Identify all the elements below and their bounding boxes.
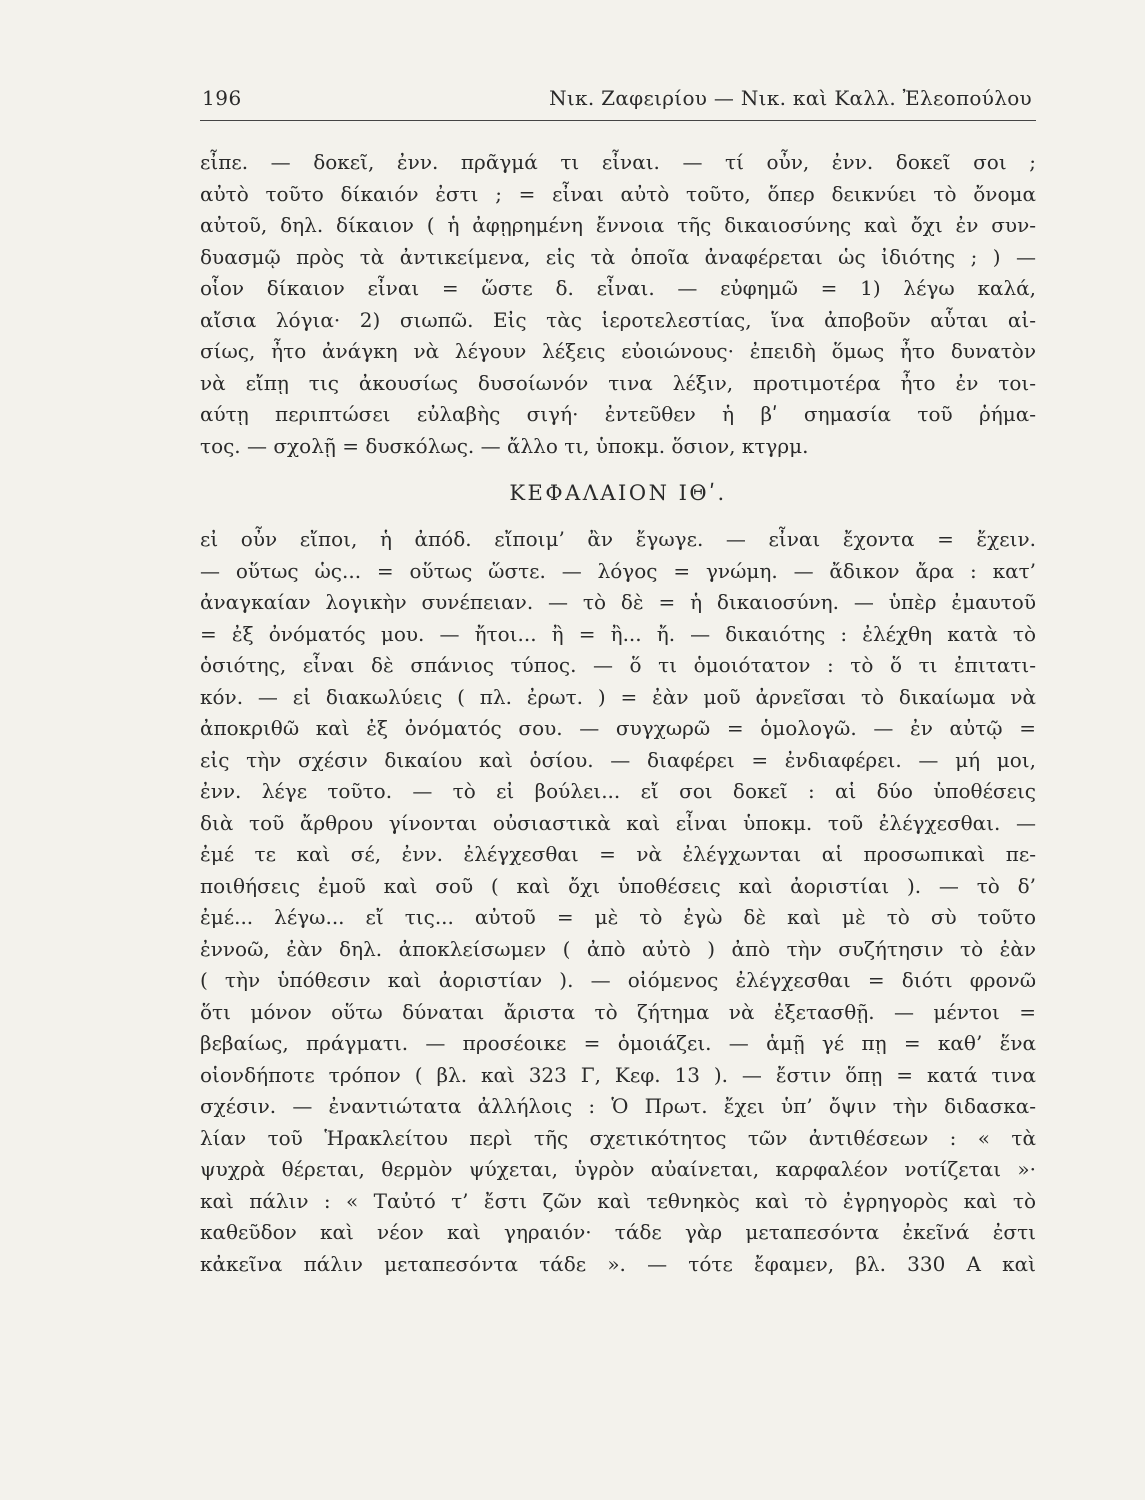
section-heading: ΚΕΦΑΛΑΙΟΝ ΙΘʹ.: [509, 481, 727, 505]
text-line: σίως, ἦτο ἀνάγκη νὰ λέγουν λέξεις εὐοιώνους· ἐπειδὴ ὅμως ἦτο δυνατὸν: [200, 339, 1036, 363]
commentary-paragraph-2: [200, 524, 1036, 1280]
text-line: ( τὴν ὑπόθεσιν καὶ ἀοριστίαν ). — οἰόμενος ἐλέγχεσθαι = διότι φρονῶ: [200, 968, 1036, 992]
text-line: ὅτι μόνον οὕτω δύναται ἄριστα τὸ ζήτημα νὰ ἐξετασθῇ. — μέντοι =: [200, 999, 1036, 1024]
text-line: εἰς τὴν σχέσιν δικαίου καὶ ὁσίου. — διαφέρει = ἐνδιαφέρει. — μή μοι,: [200, 747, 1036, 772]
page-body: [200, 147, 1036, 1280]
text-line: λίαν τοῦ Ἡρακλείτου περὶ τῆς σχετικότητος τῶν ἀντιθέσεων : « τὰ: [200, 1125, 1036, 1150]
text-line: καθεῦδον καὶ νέον καὶ γηραιόν· τάδε γὰρ μεταπεσόντα ἐκεῖνά ἐστι: [200, 1220, 1036, 1244]
commentary-paragraph-1: [200, 147, 1036, 462]
text-line: αύτῃ περιπτώσει εὐλαβὴς σιγή· ἐντεῦθεν ἡ βʹ σημασία τοῦ ῥήμα-: [200, 402, 1036, 426]
text-line: ἀποκριθῶ καὶ ἐξ ὀνόματός σου. — συγχωρῶ = ὁμολογῶ. — ἐν αὐτῷ =: [200, 716, 1036, 740]
header-rule: [200, 120, 1036, 121]
text-line: αὐτὸ τοῦτο δίκαιόν ἐστι ; = εἶναι αὐτὸ τοῦτο, ὅπερ δεικνύει τὸ ὄνομα: [200, 181, 1036, 206]
text-line: ἐμέ τε καὶ σέ, ἐνν. ἐλέγχεσθαι = νὰ ἐλέγχωνται αἱ προσωπικαὶ πε-: [200, 842, 1036, 866]
text-line: τος. — σχολῇ = δυσκόλως. — ἄλλο τι, ὑποκμ. ὅσιον, κτγρμ.: [200, 433, 809, 458]
text-line: ἐνν. λέγε τοῦτο. — τὸ εἰ βούλει... εἴ σοι δοκεῖ : αἱ δύο ὑποθέσεις: [200, 779, 1036, 803]
text-line: δυασμῷ πρὸς τὰ ἀντικείμενα, εἰς τὰ ὁποῖα ἀναφέρεται ὡς ἰδιότης ; ) —: [200, 244, 1036, 269]
page-number: 196: [202, 86, 242, 110]
text-line: εἰ οὖν εἴποι, ἡ ἀπόδ. εἴποιμ’ ἂν ἔγωγε. — εἶναι ἔχοντα = ἔχειν.: [200, 527, 1036, 551]
text-line: = ἐξ ὀνόματός μου. — ἤτοι... ἢ = ἢ... ἤ. — δικαιότης : ἐλέχθη κατὰ τὸ: [200, 621, 1036, 646]
text-line: ἐννοῶ, ἐὰν δηλ. ἀποκλείσωμεν ( ἀπὸ αὐτὸ ) ἀπὸ τὴν συζήτησιν τὸ ἐὰν: [200, 936, 1036, 961]
page-header: [200, 84, 1036, 114]
text-line: ἐμέ... λέγω... εἴ τις... αὐτοῦ = μὲ τὸ ἐγὼ δὲ καὶ μὲ τὸ σὺ τοῦτο: [200, 905, 1036, 929]
text-line: βεβαίως, πράγματι. — προσέοικε = ὁμοιάζει. — ἁμῇ γέ πῃ = καθ’ ἕνα: [200, 1031, 1036, 1055]
text-line: καὶ πάλιν : « Ταὐτό τ’ ἔστι ζῶν καὶ τεθνηκὸς καὶ τὸ ἐγρηγορὸς καὶ τὸ: [200, 1188, 1036, 1213]
text-line: σχέσιν. — ἐναντιώτατα ἀλλήλοις : Ὁ Πρωτ. ἔχει ὑπ’ ὄψιν τὴν διδασκα-: [200, 1094, 1036, 1118]
text-line: οἱονδήποτε τρόπον ( βλ. καὶ 323 Γ, Κεφ. 13 ). — ἔστιν ὅπῃ = κατά τινα: [200, 1062, 1036, 1087]
text-line: αὐτοῦ, δηλ. δίκαιον ( ἡ ἀφῃρημένη ἔννοια τῆς δικαιοσύνης καὶ ὄχι ἐν συν-: [200, 213, 1036, 237]
text-line: ποιθήσεις ἐμοῦ καὶ σοῦ ( καὶ ὄχι ὑποθέσεις καὶ ἀοριστίαι ). — τὸ δ’: [200, 873, 1036, 898]
text-line: ψυχρὰ θέρεται, θερμὸν ψύχεται, ὑγρὸν αὐαίνεται, καρφαλέον νοτίζεται »·: [200, 1157, 1036, 1181]
text-line: κἀκεῖνα πάλιν μεταπεσόντα τάδε ». — τότε ἔφαμεν, βλ. 330 Α καὶ: [200, 1251, 1036, 1276]
text-line: ὁσιότης, εἶναι δὲ σπάνιος τύπος. — ὅ τι ὁμοιότατον : τὸ ὅ τι ἐπιτατι-: [200, 653, 1036, 677]
text-line: — οὕτως ὡς... = οὕτως ὥστε. — λόγος = γνώμη. — ἄδικον ἄρα : κατ’: [200, 558, 1036, 583]
text-line: ἀναγκαίαν λογικὴν συνέπειαν. — τὸ δὲ = ἡ δικαιοσύνη. — ὑπὲρ ἐμαυτοῦ: [200, 590, 1036, 614]
text-line: κόν. — εἰ διακωλύεις ( πλ. ἐρωτ. ) = ἐὰν μοῦ ἀρνεῖσαι τὸ δικαίωμα νὰ: [200, 684, 1036, 709]
text-line: εἶπε. — δοκεῖ, ἐνν. πρᾶγμά τι εἶναι. — τί οὖν, ἐνν. δοκεῖ σοι ;: [200, 150, 1036, 174]
text-line: νὰ εἴπῃ τις ἀκουσίως δυσοίωνόν τινα λέξιν, προτιμοτέρα ἦτο ἐν τοι-: [200, 370, 1036, 395]
text-line: αἴσια λόγια· 2) σιωπῶ. Εἰς τὰς ἱεροτελεστίας, ἵνα ἀποβοῦν αὗται αἰ-: [200, 307, 1036, 332]
text-line: οἷον δίκαιον εἶναι = ὥστε δ. εἶναι. — εὐφημῶ = 1) λέγω καλά,: [200, 276, 1036, 300]
running-head: Νικ. Ζαφειρίου — Νικ. καὶ Καλλ. Ἐλεοπούλου: [549, 86, 1032, 110]
text-line: διὰ τοῦ ἄρθρου γίνονται οὐσιαστικὰ καὶ εἶναι ὑποκμ. τοῦ ἐλέγχεσθαι. —: [200, 810, 1036, 835]
